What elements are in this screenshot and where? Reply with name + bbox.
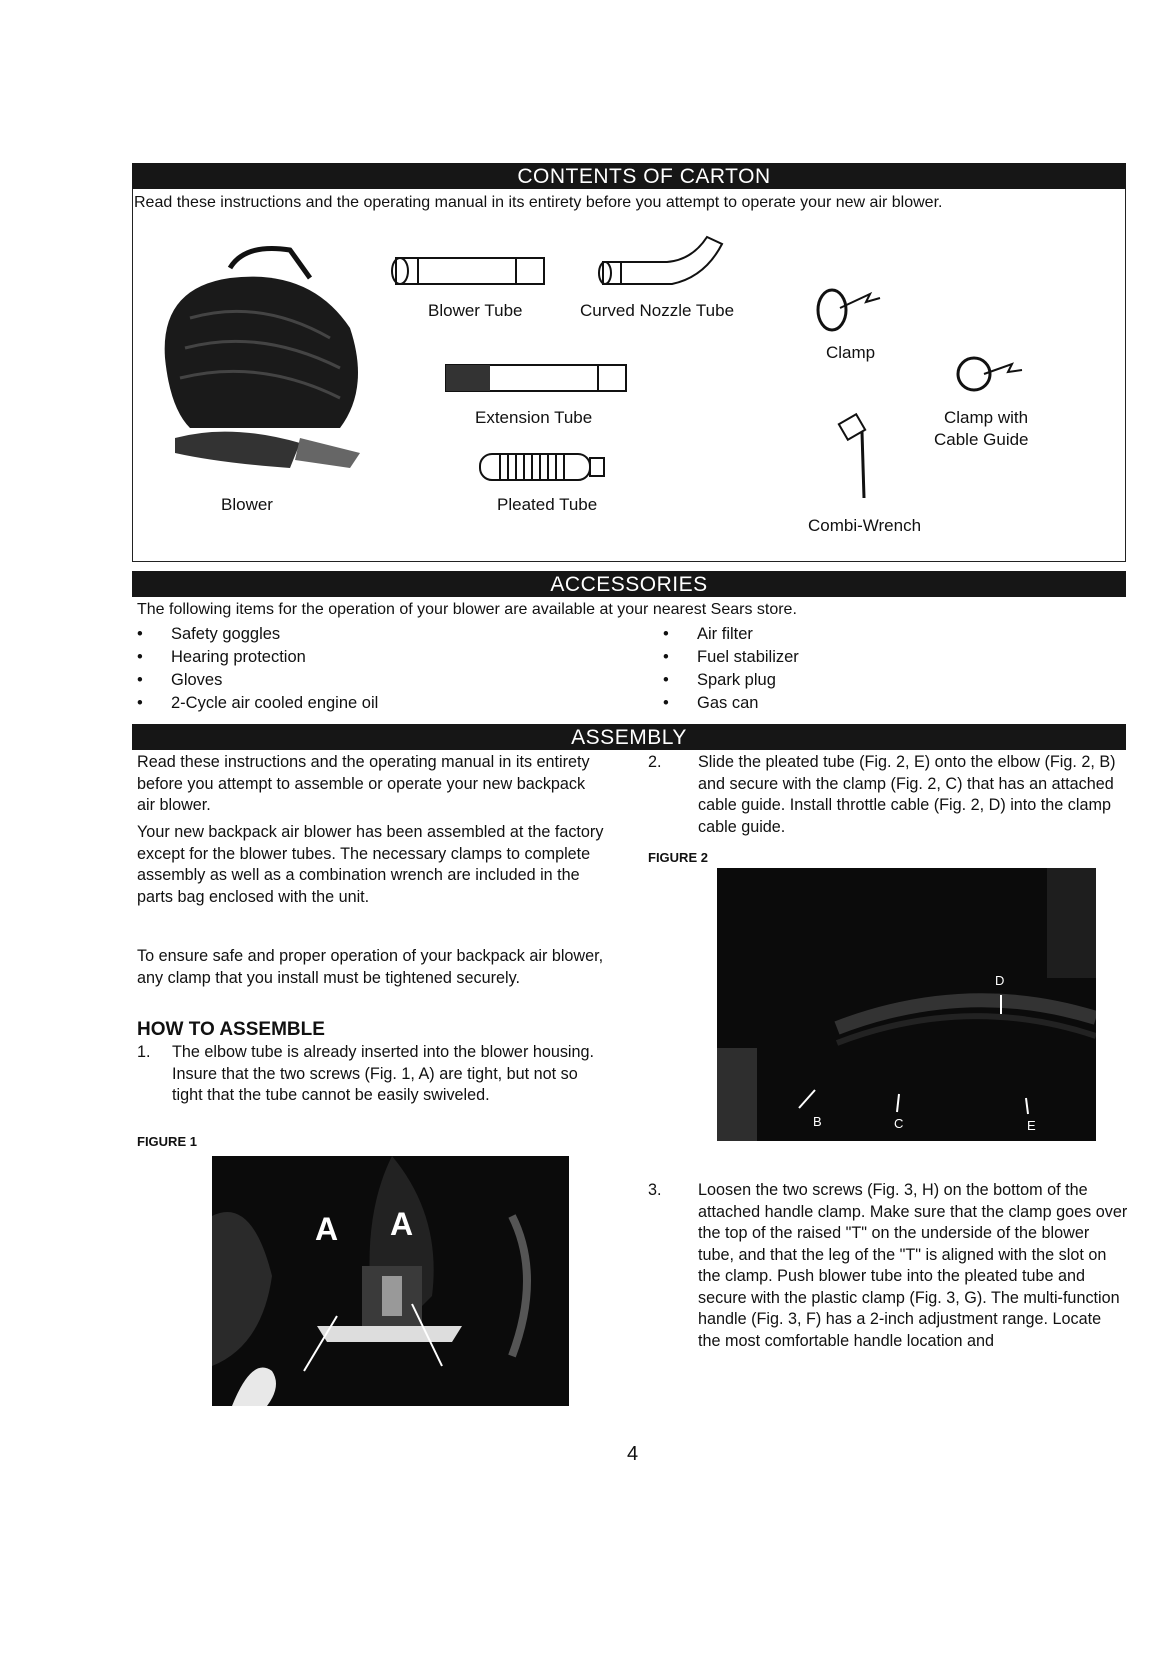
assembly-title: ASSEMBLY (571, 726, 687, 749)
blower-illustration (150, 238, 390, 488)
contents-title: CONTENTS OF CARTON (517, 165, 771, 188)
figure-2-letter-b: B (813, 1114, 822, 1129)
accessories-intro: The following items for the operation of your blower are available at your nearest Sears store. (137, 601, 797, 618)
extension-tube-label: Extension Tube (475, 408, 593, 427)
how-to-assemble-heading: HOW TO ASSEMBLE (137, 1019, 325, 1040)
accessory-item: • Fuel stabilizer (663, 648, 799, 666)
curved-nozzle-illustration (597, 232, 727, 292)
assembly-paragraph-2: Your new backpack air blower has been assembled at the factory except for the blower tubes. The necessary clamps to complete assembly as well as a combination wrench are included in the parts bag enclosed with the unit. (137, 823, 604, 906)
accessory-item: • Air filter (663, 625, 753, 643)
contents-header (132, 163, 1126, 189)
step-2-text: Slide the pleated tube (Fig. 2, E) onto the elbow (Fig. 2, B) and secure with the clamp (Fig. 2, C) that has an attached cable guide. Install throttle cable (Fig. 2, D) into the clamp cable guide. (698, 753, 1116, 836)
pleated-tube-illustration (472, 448, 612, 488)
figure-2-label: FIGURE 2 (648, 850, 708, 865)
figure-1-label: FIGURE 1 (137, 1134, 197, 1149)
accessory-item: • Spark plug (663, 671, 776, 689)
assembly-header (132, 724, 1126, 750)
step-2-number: 2. (648, 753, 662, 771)
figure-1-photo (212, 1156, 569, 1406)
step-1-number: 1. (137, 1043, 151, 1061)
figure-1-letter-a-left: A (315, 1211, 339, 1247)
figure-1-letter-a-right: A (390, 1206, 414, 1242)
clamp-cable-label-line2: Cable Guide (934, 430, 1029, 449)
accessory-item: • Gas can (663, 694, 759, 712)
assembly-paragraph-3: To ensure safe and proper operation of your backpack air blower, any clamp that you install must be tightened securely. (137, 947, 604, 987)
combi-wrench-label: Combi-Wrench (808, 516, 922, 535)
pleated-tube-label: Pleated Tube (497, 495, 598, 514)
accessory-item: • Gloves (137, 671, 223, 689)
step-3-number: 3. (648, 1181, 662, 1199)
blower-tube-illustration (388, 252, 558, 292)
accessory-item: • Safety goggles (137, 625, 281, 643)
accessories-title: ACCESSORIES (550, 573, 708, 596)
figure-2-letter-c: C (894, 1116, 904, 1131)
figure-2-letter-e: E (1027, 1118, 1036, 1133)
assembly-paragraph-1: Read these instructions and the operating manual in its entirety before you attempt to assemble or operate your new backpack air blower. (137, 753, 590, 814)
page-number: 4 (627, 1443, 639, 1465)
step-3-text: Loosen the two screws (Fig. 3, H) on the bottom of the attached handle clamp. Make sure that the clamp goes over the top of the raised "T" on the underside of the blower tube, and that the leg of the "T" is aligned with the slot on the clamp. Push blower tube into the pleated tube and secure with the plastic clamp (Fig. 3, G). The multi-function handle (Fig. 3, F) has a 2-inch adjustment range. Locate the most comfortable handle location and (698, 1181, 1128, 1350)
clamp-illustration (810, 284, 890, 340)
step-1-text: The elbow tube is already inserted into the blower housing. Insure that the two screws (Fig. 1, A) are tight, but not so tight that the tube cannot be easily swiveled. (172, 1043, 595, 1104)
contents-intro: Read these instructions and the operating manual in its entirety before you attempt to operate your new air blower. (134, 194, 943, 211)
combi-wrench-illustration (836, 412, 886, 502)
accessory-item: • 2-Cycle air cooled engine oil (137, 694, 379, 712)
figure-2-photo (717, 868, 1096, 1141)
blower-label: Blower (221, 495, 273, 514)
accessories-header (132, 571, 1126, 597)
clamp-cable-guide-illustration (950, 350, 1030, 406)
figure-2-letter-d: D (995, 973, 1005, 988)
accessory-item: • Hearing protection (137, 648, 306, 666)
clamp-label: Clamp (826, 343, 876, 362)
extension-tube-illustration (438, 359, 638, 399)
blower-tube-label: Blower Tube (428, 301, 523, 320)
curved-nozzle-label: Curved Nozzle Tube (580, 301, 735, 320)
clamp-cable-label-line1: Clamp with (944, 408, 1029, 427)
